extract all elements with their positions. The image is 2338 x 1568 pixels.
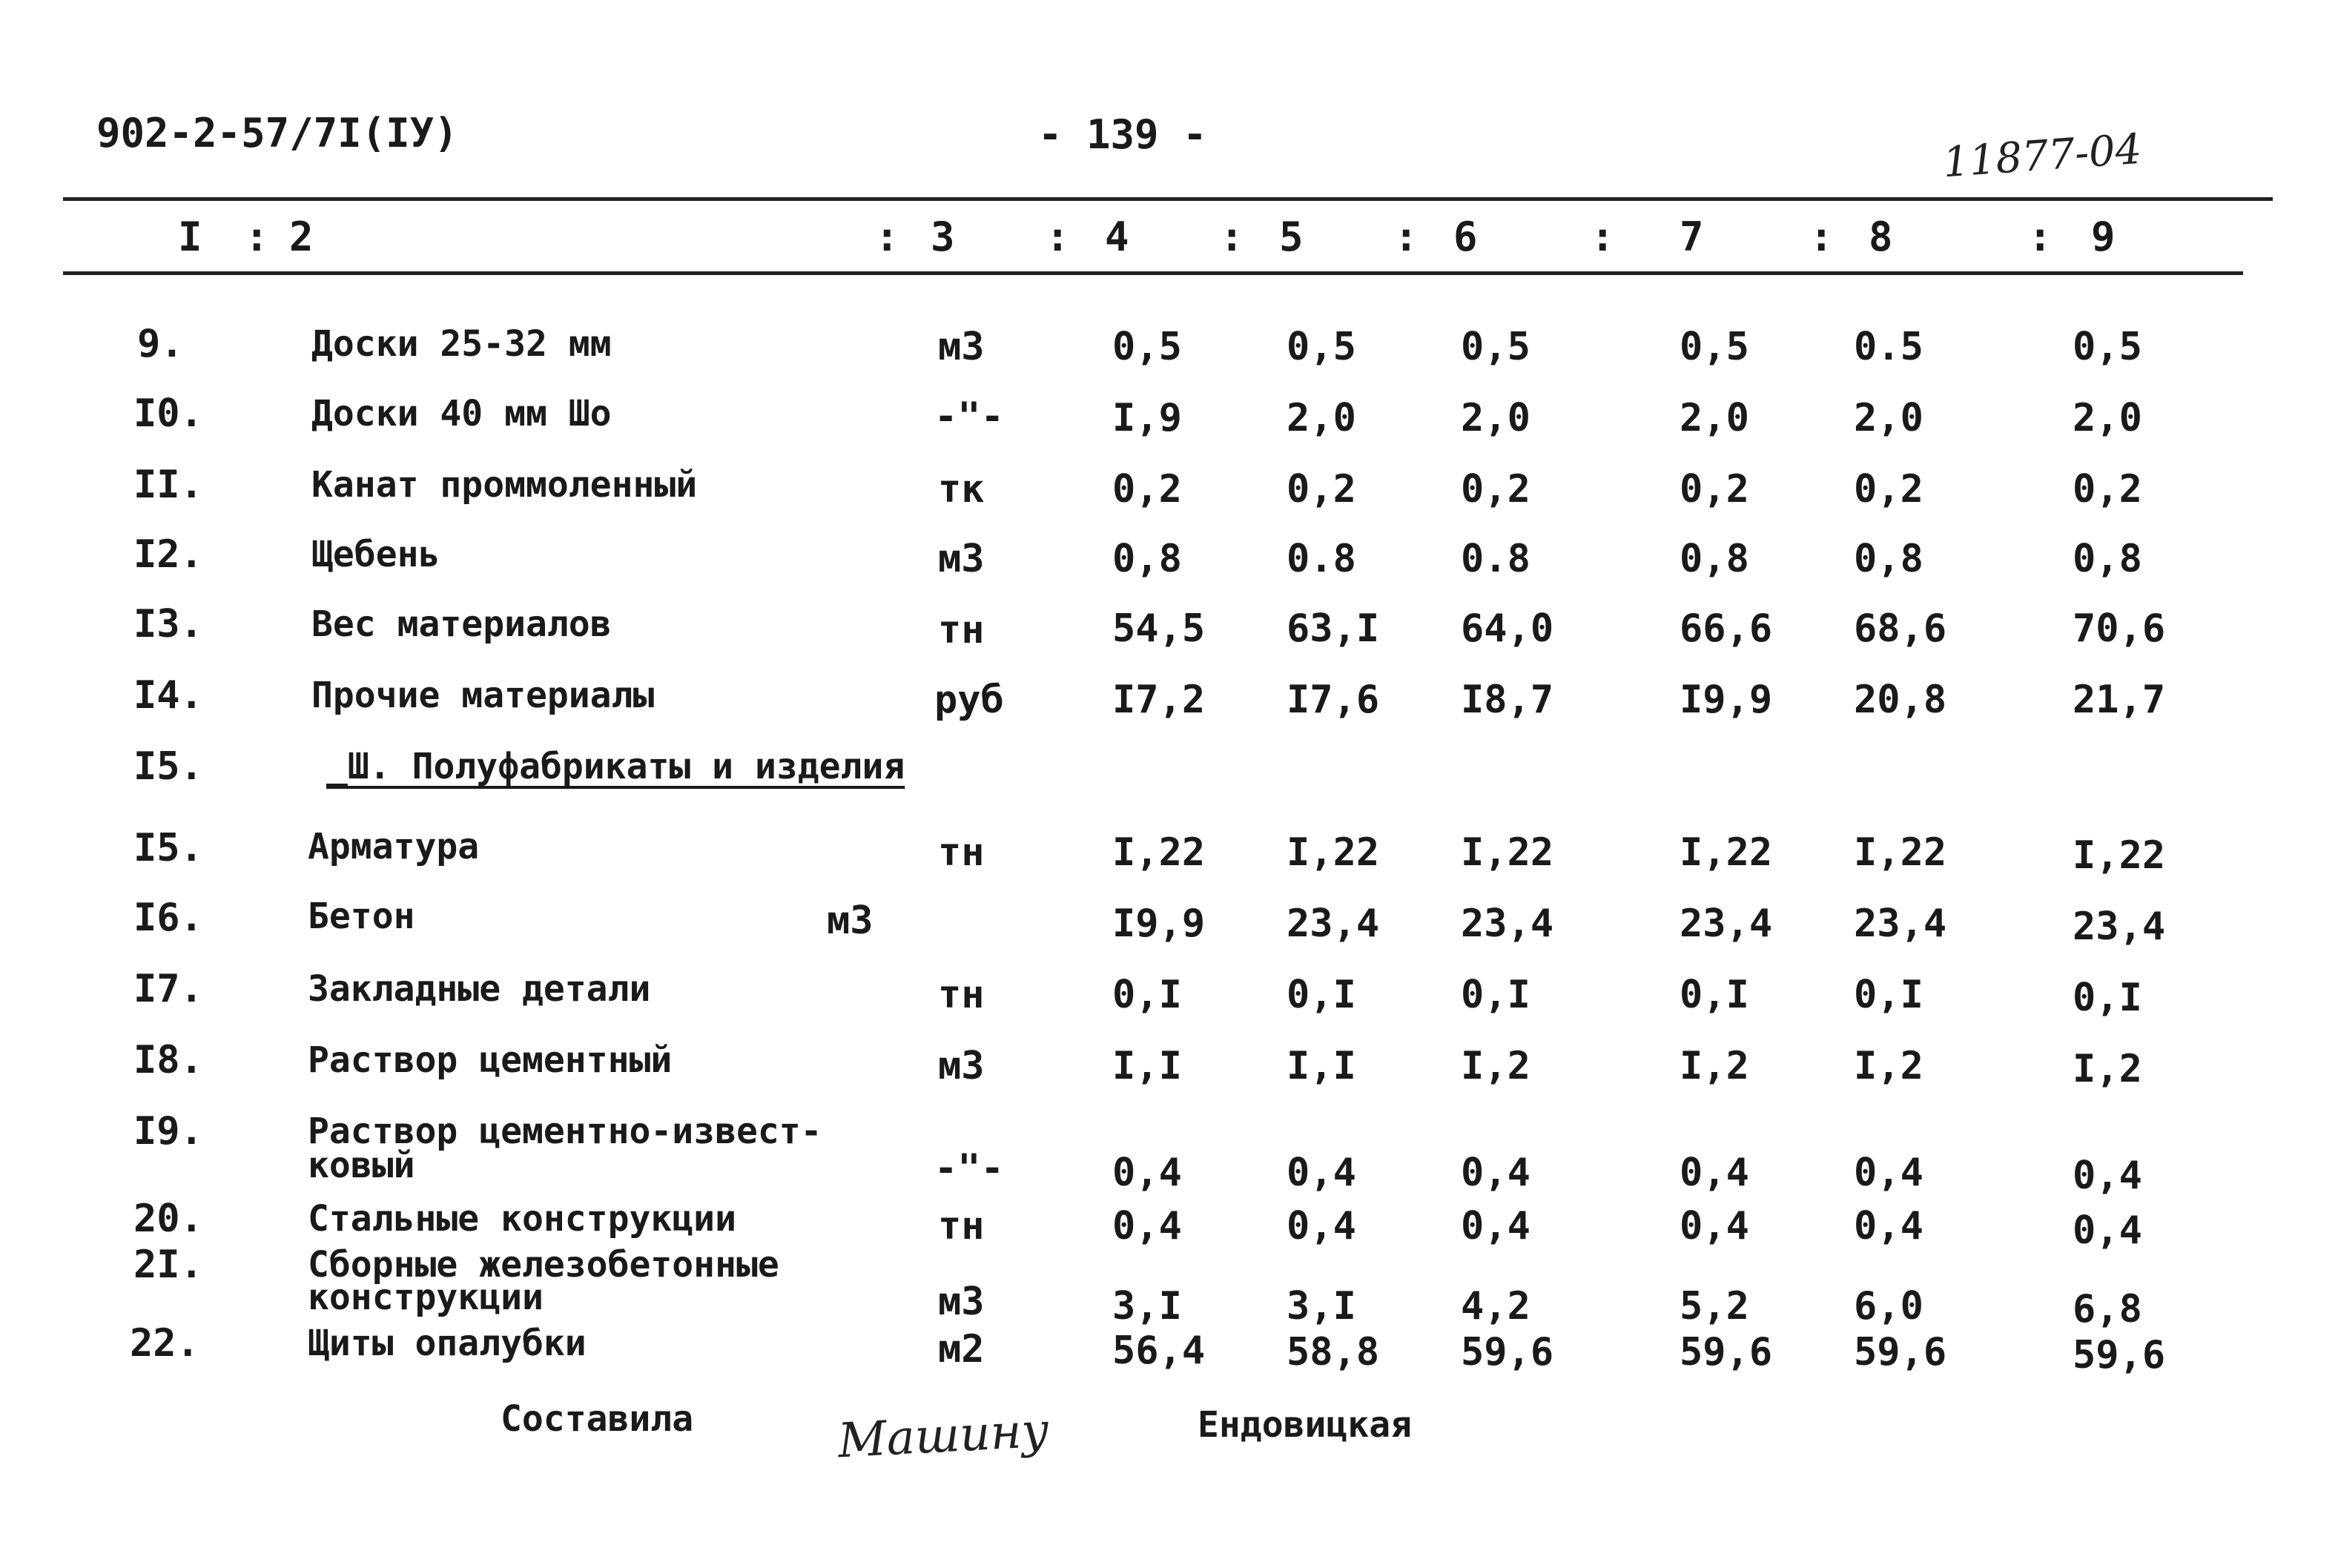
row-number: 2I. xyxy=(133,1243,203,1287)
header-bottom-rule xyxy=(63,271,2243,275)
column-separator: : xyxy=(875,214,899,260)
row-number: I0. xyxy=(133,391,203,436)
page-number: - 139 - xyxy=(1038,111,1207,158)
row-value-col7: I9,9 xyxy=(1680,678,1773,722)
row-unit: м3 xyxy=(938,537,985,581)
row-value-col6: I,22 xyxy=(1461,830,1554,875)
row-value-col6: 23,4 xyxy=(1461,902,1554,946)
row-value-col8: 68,6 xyxy=(1854,606,1947,651)
row-name: Закладные детали xyxy=(308,968,651,1010)
row-value-col6: 0,2 xyxy=(1461,467,1530,512)
row-name: Вес материалов xyxy=(311,603,612,645)
row-value-col7: 0,5 xyxy=(1680,325,1749,369)
row-name: Сборные железобетонные xyxy=(308,1244,779,1286)
row-value-col9: 0,8 xyxy=(2073,537,2142,581)
row-value-col4: I,22 xyxy=(1112,830,1206,875)
row-value-col9: 0,I xyxy=(2073,976,2142,1020)
row-value-col7: 0,8 xyxy=(1680,537,1749,581)
row-value-col4: 0,8 xyxy=(1112,537,1182,581)
row-value-col4: 56,4 xyxy=(1112,1329,1206,1373)
row-value-col8: 0,4 xyxy=(1854,1151,1923,1195)
row-value-col5: I,22 xyxy=(1287,830,1380,875)
row-value-col9: 70,6 xyxy=(2073,606,2166,651)
row-value-col6: I,2 xyxy=(1461,1044,1530,1088)
column-separator: : xyxy=(1220,214,1244,260)
inventory-number: 11877-04 xyxy=(1941,125,2144,188)
row-name: Канат проммоленный xyxy=(311,464,698,506)
row-value-col9: 6,8 xyxy=(2073,1287,2142,1332)
row-unit: м3 xyxy=(938,325,985,369)
row-value-col4: I9,9 xyxy=(1112,902,1206,946)
row-value-col7: 59,6 xyxy=(1680,1330,1773,1375)
column-header-6: 6 xyxy=(1453,214,1478,260)
row-value-col6: 0,4 xyxy=(1461,1151,1530,1195)
row-unit: руб xyxy=(934,678,1004,722)
row-value-col4: 54,5 xyxy=(1112,606,1206,651)
top-rule xyxy=(63,197,2273,201)
row-value-col8: 0,8 xyxy=(1854,537,1923,581)
row-number: 22. xyxy=(130,1321,199,1366)
row-value-col5: 58,8 xyxy=(1287,1330,1380,1375)
row-unit: -"- xyxy=(934,394,1004,439)
row-value-col5: 0.8 xyxy=(1287,537,1356,581)
row-value-col5: 0,4 xyxy=(1287,1151,1356,1195)
row-value-col5: I,I xyxy=(1287,1044,1356,1088)
row-value-col7: 0,2 xyxy=(1680,467,1749,512)
row-value-col6: 59,6 xyxy=(1461,1330,1554,1375)
row-name-continuation: конструкции xyxy=(308,1277,544,1318)
row-number: I5. xyxy=(133,826,203,870)
row-value-col7: 0,I xyxy=(1680,973,1749,1017)
row-number: I6. xyxy=(133,896,203,940)
row-number: I9. xyxy=(133,1109,203,1154)
row-name: Прочие материалы xyxy=(311,675,655,716)
row-value-col6: 4,2 xyxy=(1461,1284,1530,1329)
row-number: 20. xyxy=(133,1197,203,1241)
row-value-col9: 21,7 xyxy=(2073,678,2166,722)
row-value-col5: 0,2 xyxy=(1287,467,1356,512)
row-value-col8: I,2 xyxy=(1854,1044,1923,1088)
row-value-col9: 0,2 xyxy=(2073,467,2142,512)
column-header-3: 3 xyxy=(931,214,955,260)
column-header-5: 5 xyxy=(1279,214,1304,260)
compiler-name: Ендовицкая xyxy=(1198,1404,1412,1446)
row-value-col5: 23,4 xyxy=(1287,902,1380,946)
row-value-col4: I7,2 xyxy=(1112,678,1206,722)
row-value-col7: 66,6 xyxy=(1680,606,1773,651)
row-value-col8: 2,0 xyxy=(1854,396,1923,440)
column-header-7: 7 xyxy=(1680,214,1704,260)
column-separator: : xyxy=(1046,214,1070,260)
row-unit: м2 xyxy=(938,1327,985,1372)
row-value-col9: 23,4 xyxy=(2073,904,2166,949)
row-value-col9: 2,0 xyxy=(2073,396,2142,440)
row-unit: тн xyxy=(938,973,985,1017)
compiled-by-label: Составила xyxy=(501,1398,694,1440)
row-unit: -"- xyxy=(934,1146,1004,1191)
row-value-col9: 59,6 xyxy=(2073,1333,2166,1377)
row-name: Раствор цементный xyxy=(308,1039,673,1081)
column-separator: : xyxy=(1591,214,1615,260)
row-value-col8: 0,4 xyxy=(1854,1204,1923,1248)
row-value-col4: 0,2 xyxy=(1112,467,1182,512)
row-number: II. xyxy=(133,463,203,507)
row-value-col6: 0,I xyxy=(1461,973,1530,1017)
row-unit: м3 xyxy=(827,899,874,943)
row-value-col4: 0,5 xyxy=(1112,325,1182,369)
row-value-col4: I,I xyxy=(1112,1044,1182,1088)
row-value-col8: 0,I xyxy=(1854,973,1923,1017)
row-value-col8: 6,0 xyxy=(1854,1284,1923,1329)
row-unit: м3 xyxy=(938,1280,985,1324)
row-name: Арматура xyxy=(308,826,480,867)
signature: Машину xyxy=(836,1403,1051,1469)
row-name: Бетон xyxy=(308,896,415,937)
row-value-col7: I,2 xyxy=(1680,1044,1749,1088)
row-number: I8. xyxy=(133,1038,203,1082)
row-value-col5: 3,I xyxy=(1287,1284,1356,1329)
row-value-col4: 0,I xyxy=(1112,973,1182,1017)
row-name: Доски 25-32 мм xyxy=(311,323,612,365)
row-value-col6: 0.8 xyxy=(1461,537,1530,581)
row-unit: м3 xyxy=(938,1044,985,1088)
row-unit: тн xyxy=(938,1204,985,1248)
column-header-8: 8 xyxy=(1869,214,1893,260)
row-value-col8: 59,6 xyxy=(1854,1330,1947,1375)
row-value-col8: 0,2 xyxy=(1854,467,1923,512)
row-unit: тн xyxy=(938,608,985,652)
row-value-col7: 0,4 xyxy=(1680,1204,1749,1248)
row-unit: тк xyxy=(938,467,985,512)
column-header-9: 9 xyxy=(2091,214,2116,260)
row-value-col7: 23,4 xyxy=(1680,902,1773,946)
row-value-col9: I,2 xyxy=(2073,1047,2142,1091)
row-name: Щебень xyxy=(311,534,440,575)
row-value-col9: I,22 xyxy=(2073,833,2166,878)
row-number: I4. xyxy=(133,673,203,718)
row-value-col5: 63,I xyxy=(1287,606,1380,651)
row-value-col7: 0,4 xyxy=(1680,1151,1749,1195)
row-value-col6: 64,0 xyxy=(1461,606,1554,651)
row-value-col8: 20,8 xyxy=(1854,678,1947,722)
row-value-col4: 3,I xyxy=(1112,1284,1182,1329)
row-value-col5: I7,6 xyxy=(1287,678,1380,722)
row-value-col8: I,22 xyxy=(1854,830,1947,875)
row-value-col7: I,22 xyxy=(1680,830,1773,875)
row-value-col6: 2,0 xyxy=(1461,396,1530,440)
row-value-col9: 0,5 xyxy=(2073,325,2142,369)
row-value-col5: 0,4 xyxy=(1287,1204,1356,1248)
row-name: Щиты опалубки xyxy=(308,1323,587,1364)
row-value-col6: 0,5 xyxy=(1461,325,1530,369)
column-separator: : xyxy=(1809,214,1834,260)
row-number: I3. xyxy=(133,602,203,646)
row-value-col8: 0.5 xyxy=(1854,325,1923,369)
row-value-col7: 2,0 xyxy=(1680,396,1749,440)
column-header-2: 2 xyxy=(289,214,314,260)
column-separator: : xyxy=(245,214,269,260)
row-number: I2. xyxy=(133,532,203,577)
row-value-col9: 0,4 xyxy=(2073,1154,2142,1198)
document-code: 902-2-57/7I(IУ) xyxy=(96,110,458,156)
column-separator: : xyxy=(2028,214,2053,260)
column-header-4: 4 xyxy=(1105,214,1129,260)
row-value-col4: 0,4 xyxy=(1112,1151,1182,1195)
row-value-col4: I,9 xyxy=(1112,396,1182,440)
row-value-col6: 0,4 xyxy=(1461,1204,1530,1248)
row-number: I5. xyxy=(133,744,203,789)
row-number: I7. xyxy=(133,967,203,1011)
row-name: Стальные конструкции xyxy=(308,1198,736,1240)
row-value-col9: 0,4 xyxy=(2073,1208,2142,1253)
row-name: Раствор цементно-извест- xyxy=(308,1111,822,1152)
row-number: 9. xyxy=(137,322,184,366)
row-value-col5: 0,I xyxy=(1287,973,1356,1017)
column-separator: : xyxy=(1394,214,1419,260)
row-name: Доски 40 мм Шо xyxy=(311,393,612,434)
row-value-col4: 0,4 xyxy=(1112,1204,1182,1248)
row-value-col6: I8,7 xyxy=(1461,678,1554,722)
row-value-col7: 5,2 xyxy=(1680,1284,1749,1329)
row-value-col8: 23,4 xyxy=(1854,902,1947,946)
column-header-1: I xyxy=(178,214,202,260)
row-value-col5: 0,5 xyxy=(1287,325,1356,369)
row-name-continuation: ковый xyxy=(308,1145,415,1186)
row-unit: тн xyxy=(938,830,985,875)
section-heading: _Ш. Полуфабрикаты и изделия xyxy=(326,746,905,787)
row-value-col5: 2,0 xyxy=(1287,396,1356,440)
